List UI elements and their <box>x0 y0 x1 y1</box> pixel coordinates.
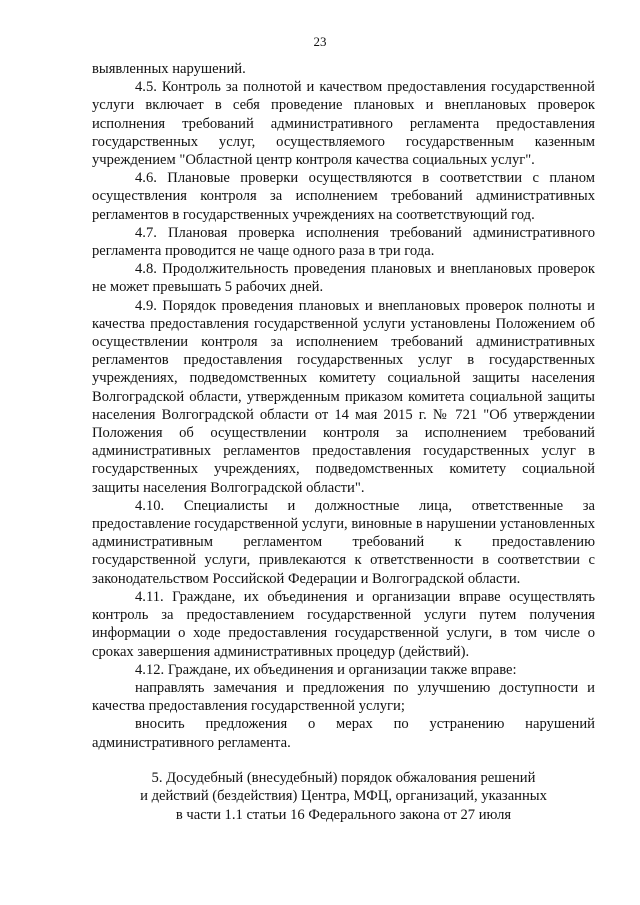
paragraph-4-8: 4.8. Продолжительность проведения плановых и внеплановых проверок не может превышать 5 рабочих дней. <box>92 261 595 296</box>
document-body <box>92 60 595 752</box>
paragraph-4-10: 4.10. Специалисты и должностные лица, ответственные за предоставление государственной услуги, виновные в нарушении установленных административным регламентом требований к предоставлению государственной услуги, привлекаются к ответственности в соответствии с законодательством Российской Федерации и Волгоградской области. <box>92 497 595 587</box>
paragraph-4-5: 4.5. Контроль за полнотой и качеством предоставления государственной услуги включает в себя проведение плановых и внеплановых проверок исполнения требований административного регламента предоставления государственных услуг, осуществляемого государственным казенным учреждением "Областной центр контроля качества социальных услуг". <box>92 79 595 169</box>
paragraph-4-7: 4.7. Плановая проверка исполнения требований административного регламента проводится не чаще одного раза в три года. <box>92 224 595 260</box>
section-heading-line: в части 1.1 статьи 16 Федерального закона от 27 июля <box>175 806 512 823</box>
paragraph-4-11: 4.11. Граждане, их объединения и организации вправе осуществлять контроль за предоставлением государственной услуги путем получения информации о ходе предоставления государственной услуги, в том числе о сроках завершения административных процедур (действий). <box>92 588 595 660</box>
paragraph-4-12-item-1: направлять замечания и предложения по улучшению доступности и качества предоставления государственной услуги; <box>92 679 595 715</box>
paragraph-4-9: 4.9. Порядок проведения плановых и внеплановых проверок полноты и качества предоставления государственной услуги установлены Положением об осуществлении контроля за исполнением требований административных регламентов предоставления государственных услуг в государственных учреждениях, подведомственных комитету социальной защиты населения Волгоградской области, утвержденным приказом комитета социальной защиты населения Волгоградской области от 14 мая 2015 г. № 721 "Об утверждении Положения об осуществлении контроля за исполнением требований административных регламентов предоставления государственных услуг в государственных учреждениях, подведомственных комитету социальной защиты населения Волгоградской области". <box>92 297 595 496</box>
paragraph-4-12: 4.12. Граждане, их объединения и организации также вправе: <box>135 661 517 678</box>
section-5-heading <box>92 769 595 824</box>
page-number: 23 <box>313 34 327 49</box>
paragraph-continuation: выявленных нарушений. <box>92 61 246 77</box>
section-heading-line: 5. Досудебный (внесудебный) порядок обжалования решений <box>151 770 536 786</box>
paragraph-4-12-item-2: вносить предложения о мерах по устранению нарушений административного регламента. <box>92 716 595 751</box>
section-heading-line: и действий (бездействия) Центра, МФЦ, организаций, указанных <box>140 788 547 805</box>
paragraph-4-6: 4.6. Плановые проверки осуществляются в соответствии с планом осуществления контроля за исполнением требований административных регламентов в государственных учреждениях на соответствующий год. <box>92 170 595 223</box>
